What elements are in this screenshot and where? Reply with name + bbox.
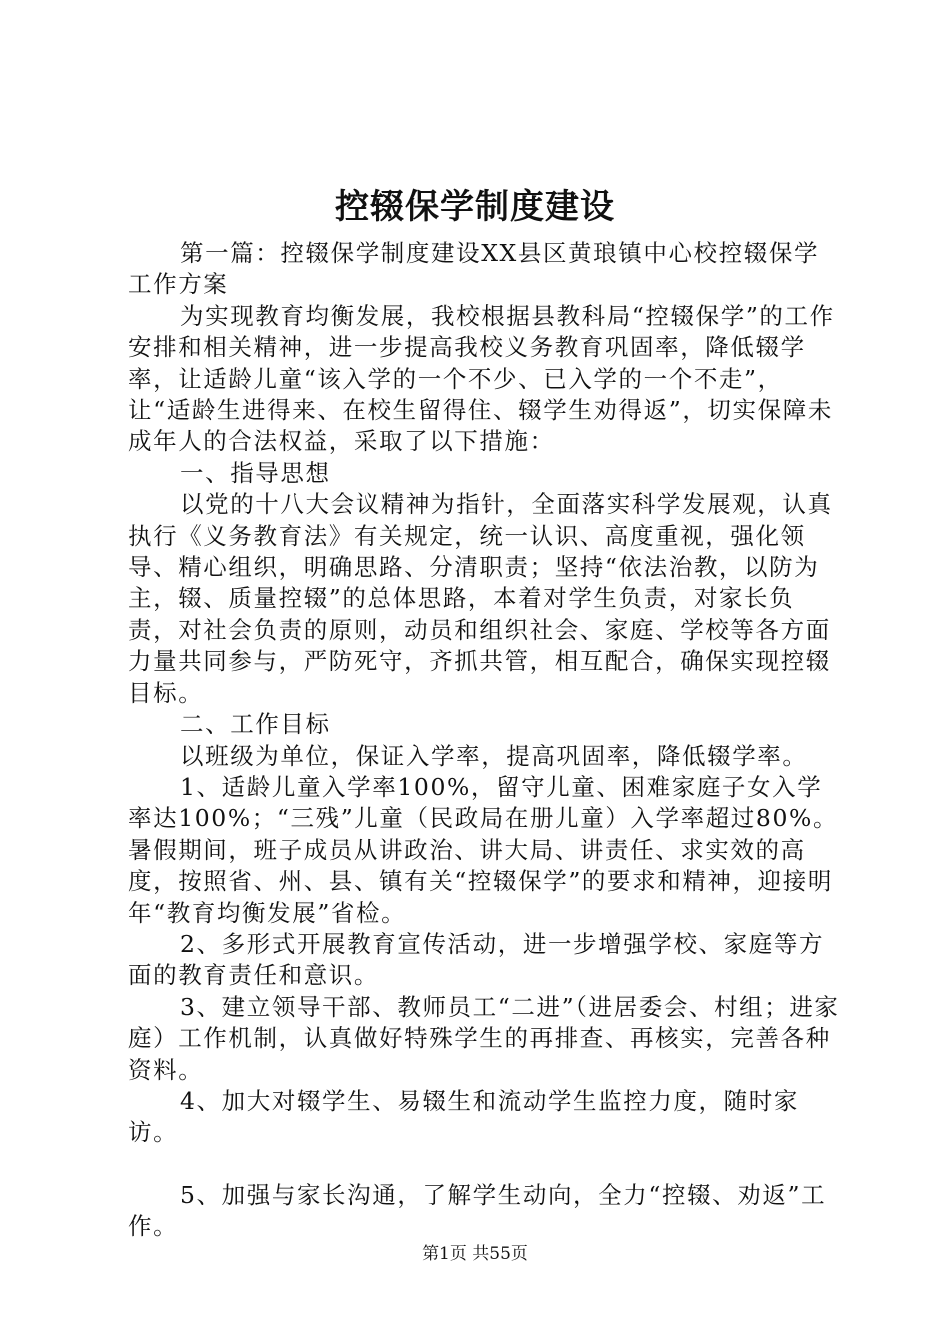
list-item-3: 3、建立领导干部、教师员工“二进”（进居委会、村组；进家庭）工作机制，认真做好特殊学生的再排查、再核实，完善各种资料。 [128,992,840,1084]
paragraph-guiding-thought: 以党的十八大会议精神为指针，全面落实科学发展观，认真执行《义务教育法》有关规定，统一认识、高度重视，强化领导、精心组织，明确思路、分清职责；坚持“依法治教，以防为主，辍、质量控辍”的总体思路，本着对学生负责，对家长负责，对社会负责的原则，动员和组织社会、家庭、学校等各方面力量共同参与，严防死守，齐抓共管，相互配合，确保实现控辍目标。 [128,490,833,707]
list-item-5: 5、加强与家长沟通，了解学生动向，全力“控辍、劝返”工作。 [128,1180,827,1241]
document-title: 控辍保学制度建设 [335,187,615,227]
list-item-4: 4、加大对辍学生、易辍生和流动学生监控力度，随时家访。 [128,1086,799,1147]
section-heading-work-goals: 二、工作目标 [180,710,331,739]
list-item-2: 2、多形式开展教育宣传活动，进一步增强学校、家庭等方面的教育责任和意识。 [128,929,825,990]
document-body [128,238,842,1243]
paragraph-work-goals: 以班级为单位，保证入学率，提高巩固率，降低辍学率。 [180,741,808,770]
page-footer: 第1页 共55页 [422,1244,528,1264]
paragraph-purpose: 为实现教育均衡发展，我校根据县教科局“控辍保学”的工作安排和相关精神，进一步提高我校义务教育巩固率，降低辍学率，让适龄儿童“该入学的一个不少、已入学的一个不走”，让“适龄生进得来、在校生留得住、辍学生劝得返”，切实保障未成年人的合法权益，采取了以下措施： [128,301,835,456]
list-item-1: 1、适龄儿童入学率100%，留守儿童、困难家庭子女入学率达100%；“三残”儿童（民政局在册儿童）入学率超过80%。暑假期间，班子成员从讲政治、讲大局、讲责任、求实效的高度，按照省、州、县、镇有关“控辍保学”的要求和精神，迎接明年“教育均衡发展”省检。 [128,772,839,927]
section-heading-guiding-thought: 一、指导思想 [180,458,331,487]
paragraph-intro: 第一篇：控辍保学制度建设XX县区黄琅镇中心校控辍保学工作方案 [128,239,820,299]
